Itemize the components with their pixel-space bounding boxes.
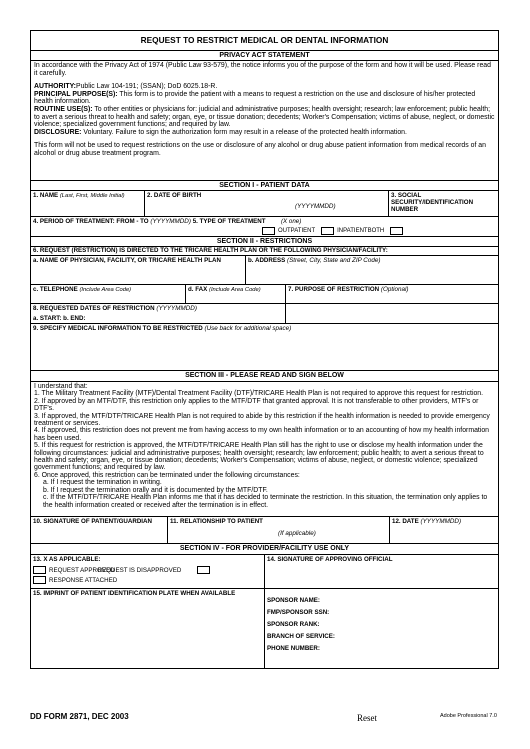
address-label: b. ADDRESS: [248, 257, 286, 264]
start-label[interactable]: a. START:: [33, 315, 62, 322]
authority-label: AUTHORITY:: [34, 83, 76, 91]
ssn-field[interactable]: [389, 191, 498, 216]
purpose-text: This form is to provide the patient with a means to request a restriction on the use and disclosure of his/her protected health information.: [34, 90, 476, 106]
approved-label: REQUEST APPROVED: [49, 566, 115, 574]
routine-line: [34, 106, 495, 129]
purpose-label: 7. PURPOSE OF RESTRICTION: [288, 286, 380, 293]
sponsor-info: [265, 589, 498, 668]
name-field[interactable]: [31, 191, 145, 216]
ssn-label: 3. SOCIAL SECURITY/IDENTIFICATION NUMBER: [391, 192, 474, 213]
authority-line: [34, 83, 495, 91]
dob-label: 2. DATE OF BIRTH: [147, 192, 202, 199]
contact-row: [31, 285, 498, 304]
approval-options: [33, 566, 262, 574]
period-field[interactable]: [31, 217, 279, 236]
facility-name-label: a. NAME OF PHYSICIAN, FACILITY, OR TRICARE HEALTH PLAN: [33, 257, 221, 264]
approved-checkbox[interactable]: [33, 566, 46, 574]
outpatient-label: OUTPATIENT: [278, 228, 316, 234]
facility-row: [31, 256, 498, 285]
facility-address-field[interactable]: [246, 256, 498, 284]
purpose-field[interactable]: [286, 285, 498, 303]
disapproved-checkbox[interactable]: [197, 566, 210, 574]
address-hint: (Street, City, State and ZIP Code): [287, 257, 381, 264]
privacy-note: This form will not be used to request restrictions on the use or disclosure of any alcohol or drug abuse patient information from medical records of an alcohol or drug abuse treatment program.: [34, 142, 486, 157]
type-options: [262, 227, 403, 235]
imprint-row: [31, 589, 498, 668]
term-4: 4. If approved, this restriction does not prevent me from having access to my own health information or to an accounting of how my health information has been used.: [34, 427, 490, 442]
adobe-version: Adobe Professional 7.0: [440, 713, 497, 719]
term-2: 2. If approved by an MTF/DTF, this restriction only applies to the MTF/DTF that granted approval. It is not transferable to other providers, MTF's or DTF's.: [34, 397, 479, 413]
dates-field: [31, 304, 286, 323]
section1-heading: SECTION I - PATIENT DATA: [31, 181, 498, 191]
term-6c: c. If the MTF/DTF/TRICARE Health Plan informs me that it has decided to terminate the restriction. In this situation, the termination only applies to the health information created or received after the termination is in effect.: [43, 494, 488, 509]
treatment-row: [31, 217, 498, 237]
telephone-hint: (Include Area Code): [79, 287, 132, 293]
name-hint: (Last, First, Middle Initial): [59, 193, 125, 199]
relationship-label: 11. RELATIONSHIP TO PATIENT: [170, 518, 263, 525]
privacy-statement: [31, 61, 498, 181]
fax-hint: (Include Area Code): [209, 287, 261, 293]
patient-row: [31, 191, 498, 217]
term-5: 5. If this request for restriction is approved, the MTF/DTF/TRICARE Health Plan still has the right to use or disclose my health information under the following circumstances: judicial and administrative purposes; health oversight; research; law enforcement; public health; to avert a serious threat to health and safety; organ, eye, or tissue donation; decedents; Worker's Compensation; victims of abuse, neglect, or domestic violence; specialized government functions; and required by law.: [34, 442, 484, 472]
disclosure-text: Voluntary. Failure to sign the authorization form may result in a release of the protected health information.: [81, 128, 407, 136]
sponsor-name-label[interactable]: SPONSOR NAME:: [267, 597, 320, 604]
both-checkbox[interactable]: [390, 227, 403, 235]
disapproved-label: REQUEST IS DISAPPROVED: [97, 566, 182, 574]
branch-label[interactable]: BRANCH OF SERVICE:: [267, 633, 335, 640]
term-6a: a. If I request the termination in writing.: [43, 479, 162, 487]
attached-label: RESPONSE ATTACHED: [49, 576, 118, 584]
signature-row: [31, 517, 498, 544]
imprint-field[interactable]: [31, 589, 265, 668]
dates-hint: (YYYYMMDD): [156, 305, 197, 312]
attached-option: [33, 576, 262, 584]
type-field: [279, 217, 498, 236]
reset-button[interactable]: Reset: [357, 713, 377, 723]
q6-label: 6. REQUEST (RESTRICTION) IS DIRECTED TO THE TRICARE HEALTH PLAN OR THE FOLLOWING PHYSICIAN/FACILITY:: [33, 247, 388, 254]
period-label: 4. PERIOD OF TREATMENT: FROM - TO: [33, 218, 149, 225]
relationship-hint: (If applicable): [278, 530, 316, 537]
specify-field[interactable]: [31, 324, 498, 370]
fax-label: d. FAX: [188, 286, 208, 293]
routine-label: ROUTINE USE(S):: [34, 105, 93, 113]
telephone-label: c. TELEPHONE: [33, 286, 78, 293]
purpose-hint: (Optional): [380, 286, 409, 293]
applicable-label: 13. X AS APPLICABLE:: [33, 556, 101, 563]
disclosure-label: DISCLOSURE:: [34, 128, 82, 136]
telephone-field[interactable]: [31, 285, 186, 303]
specify-row: [31, 324, 498, 371]
sponsor-rank-label[interactable]: SPONSOR RANK:: [267, 621, 320, 628]
routine-text: To other entities or physicians for: judicial and administrative purposes; health oversight; research; law enforcement; public health; to avert a serious threat to health and safety; organ, eye, or tissue donation; decedents; Worker's Compensation; victims of abuse, neglect, or domestic violence; specialized government functions; and required by law.: [34, 105, 495, 129]
imprint-label: 15. IMPRINT OF PATIENT IDENTIFICATION PLATE WHEN AVAILABLE: [33, 590, 236, 597]
term-1: 1. The Military Treatment Facility (MTF)/Dental Treatment Facility (DTF)/TRICARE Health Plan is not required to approve this request for restriction.: [34, 390, 484, 398]
sponsor-ssn-label[interactable]: FMP/SPONSOR SSN:: [267, 609, 330, 616]
section2-heading: SECTION II - RESTRICTIONS: [31, 237, 498, 247]
dates-label: 8. REQUESTED DATES OF RESTRICTION: [33, 305, 155, 312]
facility-name-field[interactable]: [31, 256, 246, 284]
name-label: 1. NAME: [33, 192, 59, 199]
dates-row: [31, 304, 498, 324]
relationship-field[interactable]: [168, 517, 390, 543]
approving-signature-field[interactable]: [265, 555, 498, 588]
inpatient-label: INPATIENT: [337, 228, 368, 234]
purpose-label: PRINCIPAL PURPOSE(S):: [34, 90, 118, 98]
dates-blank: [286, 304, 498, 323]
term-6: 6. Once approved, this restriction can be terminated under the following circumstances:: [34, 471, 300, 479]
dob-hint: (YYYYMMDD): [295, 203, 336, 210]
signature-label: 10. SIGNATURE OF PATIENT/GUARDIAN: [33, 518, 152, 525]
understand-text: I understand that:: [34, 383, 88, 390]
specify-hint: (Use back for additional space): [204, 325, 292, 332]
dob-field[interactable]: [145, 191, 389, 216]
date-label: 12. DATE: [392, 518, 419, 525]
section3-heading: SECTION III - PLEASE READ AND SIGN BELOW: [31, 371, 498, 382]
form-container: [30, 30, 499, 669]
authority-text: Public Law 104-191; (SSAN); DoD 6025.18-R.: [75, 83, 218, 91]
privacy-heading: PRIVACY ACT STATEMENT: [31, 51, 498, 61]
disclosure-line: [34, 129, 495, 137]
inpatient-checkbox[interactable]: [321, 227, 334, 235]
purpose-line: [34, 91, 495, 106]
type-hint: (X one): [281, 218, 302, 225]
signature-field[interactable]: [31, 517, 168, 543]
privacy-intro: In accordance with the Privacy Act of 1974 (Public Law 93-579), the notice informs you of the purpose of the form and how it will be used. Please read it carefully.: [34, 62, 491, 77]
form-title: REQUEST TO RESTRICT MEDICAL OR DENTAL INFORMATION: [31, 31, 498, 51]
end-label[interactable]: b. END:: [63, 315, 86, 322]
form-id: DD FORM 2871, DEC 2003: [30, 712, 129, 721]
fax-field[interactable]: [186, 285, 286, 303]
specify-label: 9. SPECIFY MEDICAL INFORMATION TO BE RESTRICTED: [33, 325, 203, 332]
applicable-field: [31, 555, 265, 588]
phone-label[interactable]: PHONE NUMBER:: [267, 645, 320, 652]
date-hint: (YYYYMMDD): [420, 518, 462, 525]
attached-checkbox[interactable]: [33, 576, 46, 584]
term-3: 3. If approved, the MTF/DTF/TRICARE Health Plan is not required to abide by this restriction if the health information is needed to provide emergency treatment or services.: [34, 412, 490, 428]
approving-signature-label: 14. SIGNATURE OF APPROVING OFFICIAL: [267, 556, 393, 563]
q6-row: [31, 247, 498, 256]
approval-row: [31, 555, 498, 589]
term-6b: b. If I request the termination orally and it is documented by the MTF/DTF.: [43, 486, 268, 494]
section4-heading: SECTION IV - FOR PROVIDER/FACILITY USE ONLY: [31, 544, 498, 555]
date-field[interactable]: [390, 517, 498, 543]
period-hint: (YYYYMMDD): [150, 218, 191, 225]
both-label: BOTH: [367, 228, 385, 234]
terms-text: [31, 382, 498, 517]
type-label: 5. TYPE OF TREATMENT: [192, 218, 266, 225]
outpatient-checkbox[interactable]: [262, 227, 275, 235]
